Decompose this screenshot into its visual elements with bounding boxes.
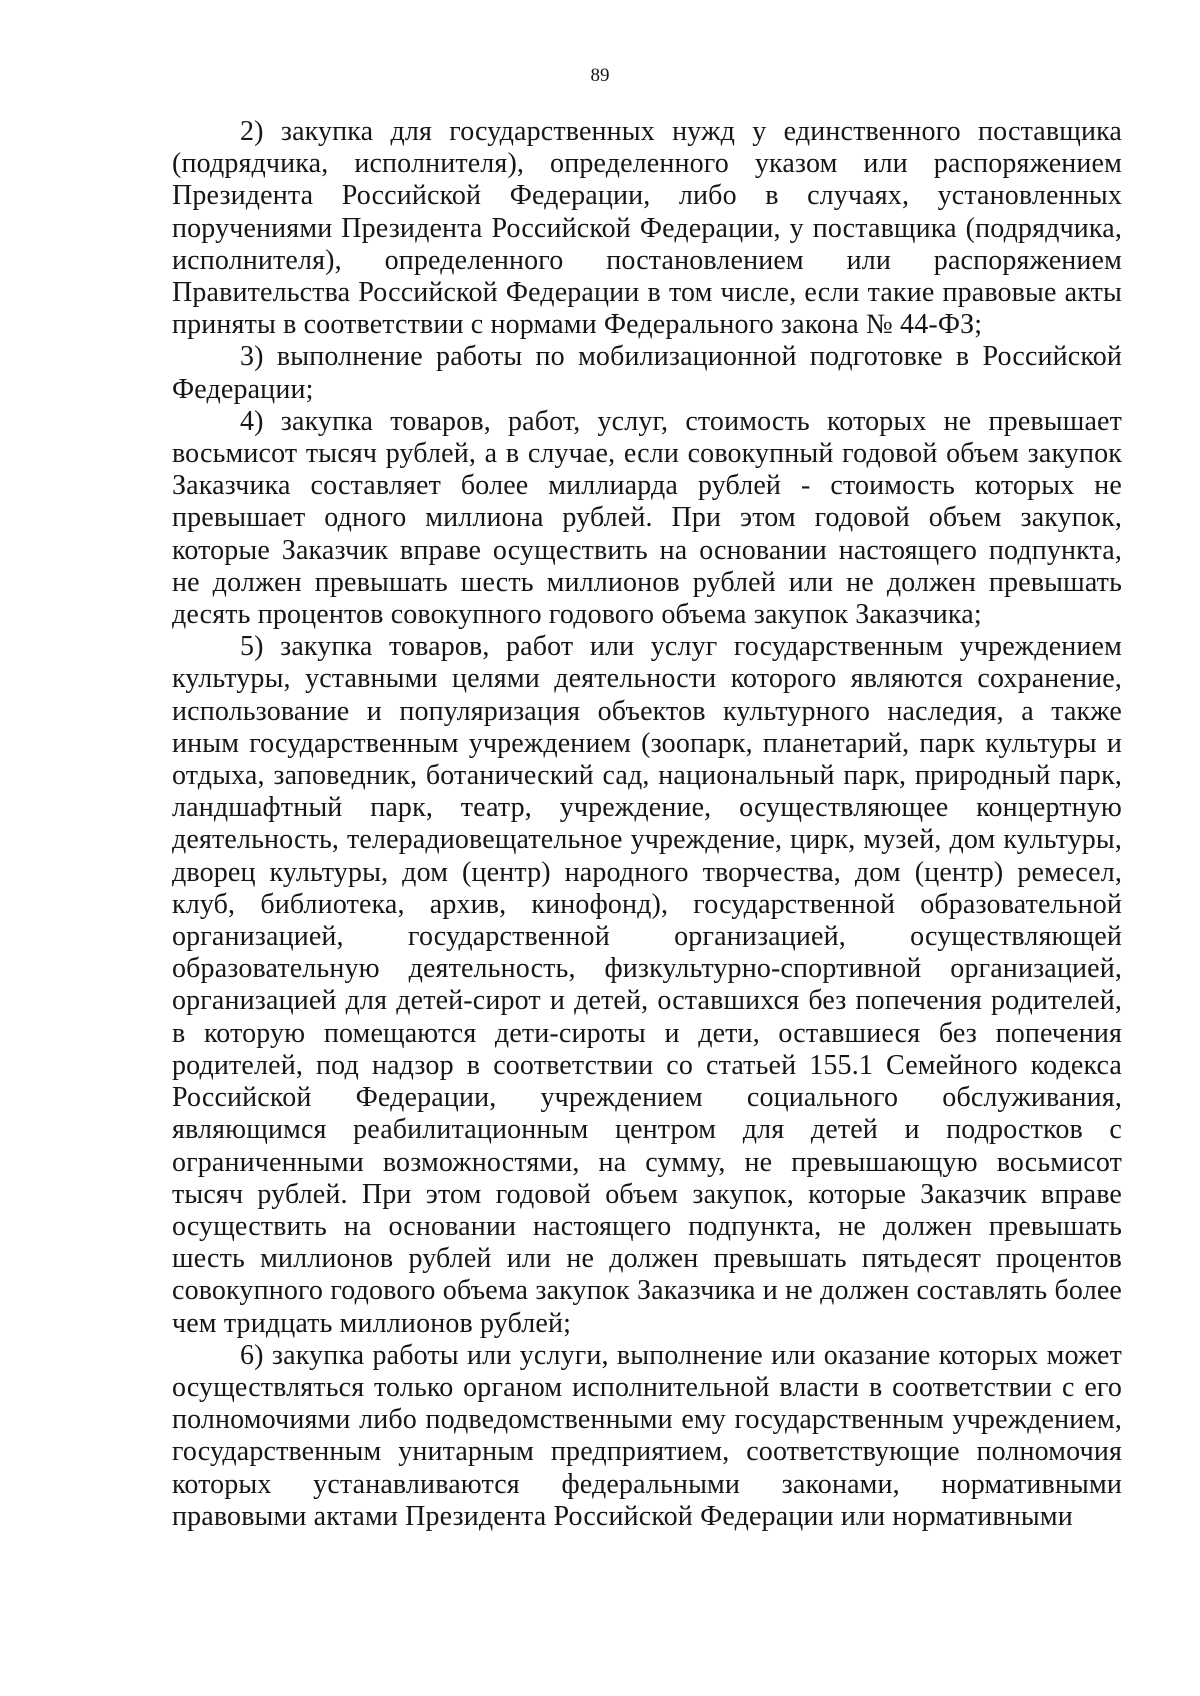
page-number: 89 — [590, 65, 610, 86]
paragraph-item-2: 2) закупка для государственных нужд у единственного поставщика (подрядчика, исполнителя), определенного указом или распоряжением Президента Российской Федерации, либо в случаях, установленных поручениями Президента Российской Федерации, у поставщика (подрядчика, исполнителя), определенного постановлением или распоряжением Правительства Российской Федерации в том числе, если такие правовые акты приняты в соответствии с нормами Федерального закона № 44-ФЗ; — [172, 116, 1122, 341]
paragraph-item-4: 4) закупка товаров, работ, услуг, стоимость которых не превышает восьмисот тысяч рублей, а в случае, если совокупный годовой объем закупок Заказчика составляет более миллиарда рублей - стоимость которых не превышает одного миллиона рублей. При этом годовой объем закупок, которые Заказчик вправе осуществить на основании настоящего подпункта, не должен превышать шесть миллионов рублей или не должен превышать десять процентов совокупного годового объема закупок Заказчика; — [172, 405, 1122, 631]
paragraph-item-3: 3) выполнение работы по мобилизационной подготовке в Российской Федерации; — [172, 341, 1122, 405]
paragraph-item-6: 6) закупка работы или услуги, выполнение или оказание которых может осуществляться только органом исполнительной власти в соответствии с его полномочиями либо подведомственными ему государственным учреждением, государственным унитарным предприятием, соответствующие полномочия которых устанавливаются федеральными законами, нормативными правовыми актами Президента Российской Федерации или нормативными — [172, 1339, 1122, 1532]
document-body — [172, 116, 1122, 1533]
paragraph-item-5: 5) закупка товаров, работ или услуг государственным учреждением культуры, уставными целями деятельности которого являются сохранение, использование и популяризация объектов культурного наследия, а также иным государственным учреждением (зоопарк, планетарий, парк культуры и отдыха, заповедник, ботанический сад, национальный парк, природный парк, ландшафтный парк, театр, учреждение, осуществляющее концертную деятельность, телерадиовещательное учреждение, цирк, музей, дом культуры, дворец культуры, дом (центр) народного творчества, дом (центр) ремесел, клуб, библиотека, архив, кинофонд), государственной образовательной организацией, государственной организацией, осуществляющей образовательную деятельность, физкультурно-спортивной организацией, организацией для детей-сирот и детей, оставшихся без попечения родителей, в которую помещаются дети-сироты и дети, оставшиеся без попечения родителей, под надзор в соответствии со статьей 155.1 Семейного кодекса Российской Федерации, учреждением социального обслуживания, являющимся реабилитационным центром для детей и подростков с ограниченными возможностями, на сумму, не превышающую восьмисот тысяч рублей. При этом годовой объем закупок, которые Заказчик вправе осуществить на основании настоящего подпункта, не должен превышать шесть миллионов рублей или не должен превышать пятьдесят процентов совокупного годового объема закупок Заказчика и не должен составлять более чем тридцать миллионов рублей; — [172, 631, 1122, 1339]
